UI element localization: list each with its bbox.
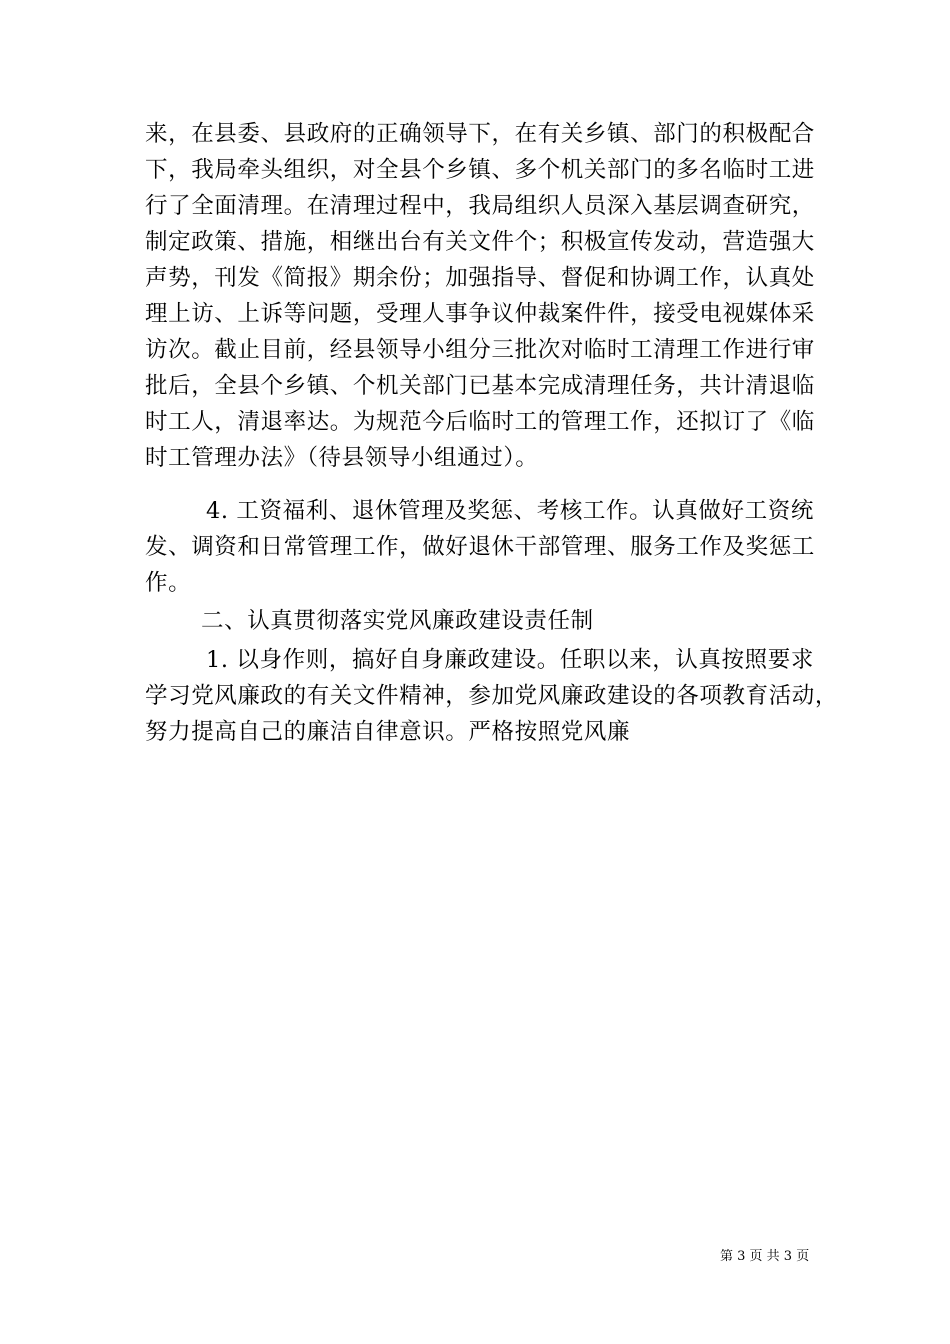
section-heading: 二、认真贯彻落实党风廉政建设责任制 bbox=[201, 608, 594, 634]
numbered-paragraph-4: 4. 工资福利、退休管理及奖惩、考核工作。认真做好工资统 bbox=[206, 498, 814, 524]
text-line: 访次。截止目前，经县领导小组分三批次对临时工清理工作进行审 bbox=[145, 337, 815, 363]
numbered-paragraph-1: 1. 以身作则，搞好自身廉政建设。任职以来，认真按照要求 bbox=[206, 647, 814, 673]
text-line: 作。 bbox=[145, 570, 192, 596]
text-line: 声势，刊发《简报》期余份；加强指导、督促和协调工作，认真处 bbox=[145, 265, 815, 291]
text-line: 批后，全县个乡镇、个机关部门已基本完成清理任务，共计清退临 bbox=[145, 373, 815, 399]
text-line: 时工管理办法》（待县领导小组通过）。 bbox=[145, 445, 539, 471]
text-line: 发、调资和日常管理工作，做好退休干部管理、服务工作及奖惩工 bbox=[145, 534, 815, 560]
text-line: 努力提高自己的廉洁自律意识。严格按照党风廉 bbox=[145, 719, 631, 745]
text-line: 行了全面清理。在清理过程中，我局组织人员深入基层调查研究， bbox=[145, 193, 815, 219]
text-line: 制定政策、措施，相继出台有关文件个；积极宣传发动，营造强大 bbox=[145, 229, 815, 255]
text-line: 下，我局牵头组织，对全县个乡镇、多个机关部门的多名临时工进 bbox=[145, 157, 815, 183]
page-number: 第 3 页 共 3 页 bbox=[720, 1249, 810, 1264]
text-line: 时工人，清退率达。为规范今后临时工的管理工作，还拟订了《临 bbox=[145, 409, 815, 435]
text-line: 来，在县委、县政府的正确领导下，在有关乡镇、部门的积极配合 bbox=[145, 121, 815, 147]
text-line: 理上访、上诉等问题，受理人事争议仲裁案件件，接受电视媒体采 bbox=[145, 301, 815, 327]
text-line: 学习党风廉政的有关文件精神，参加党风廉政建设的各项教育活动， bbox=[145, 683, 839, 709]
